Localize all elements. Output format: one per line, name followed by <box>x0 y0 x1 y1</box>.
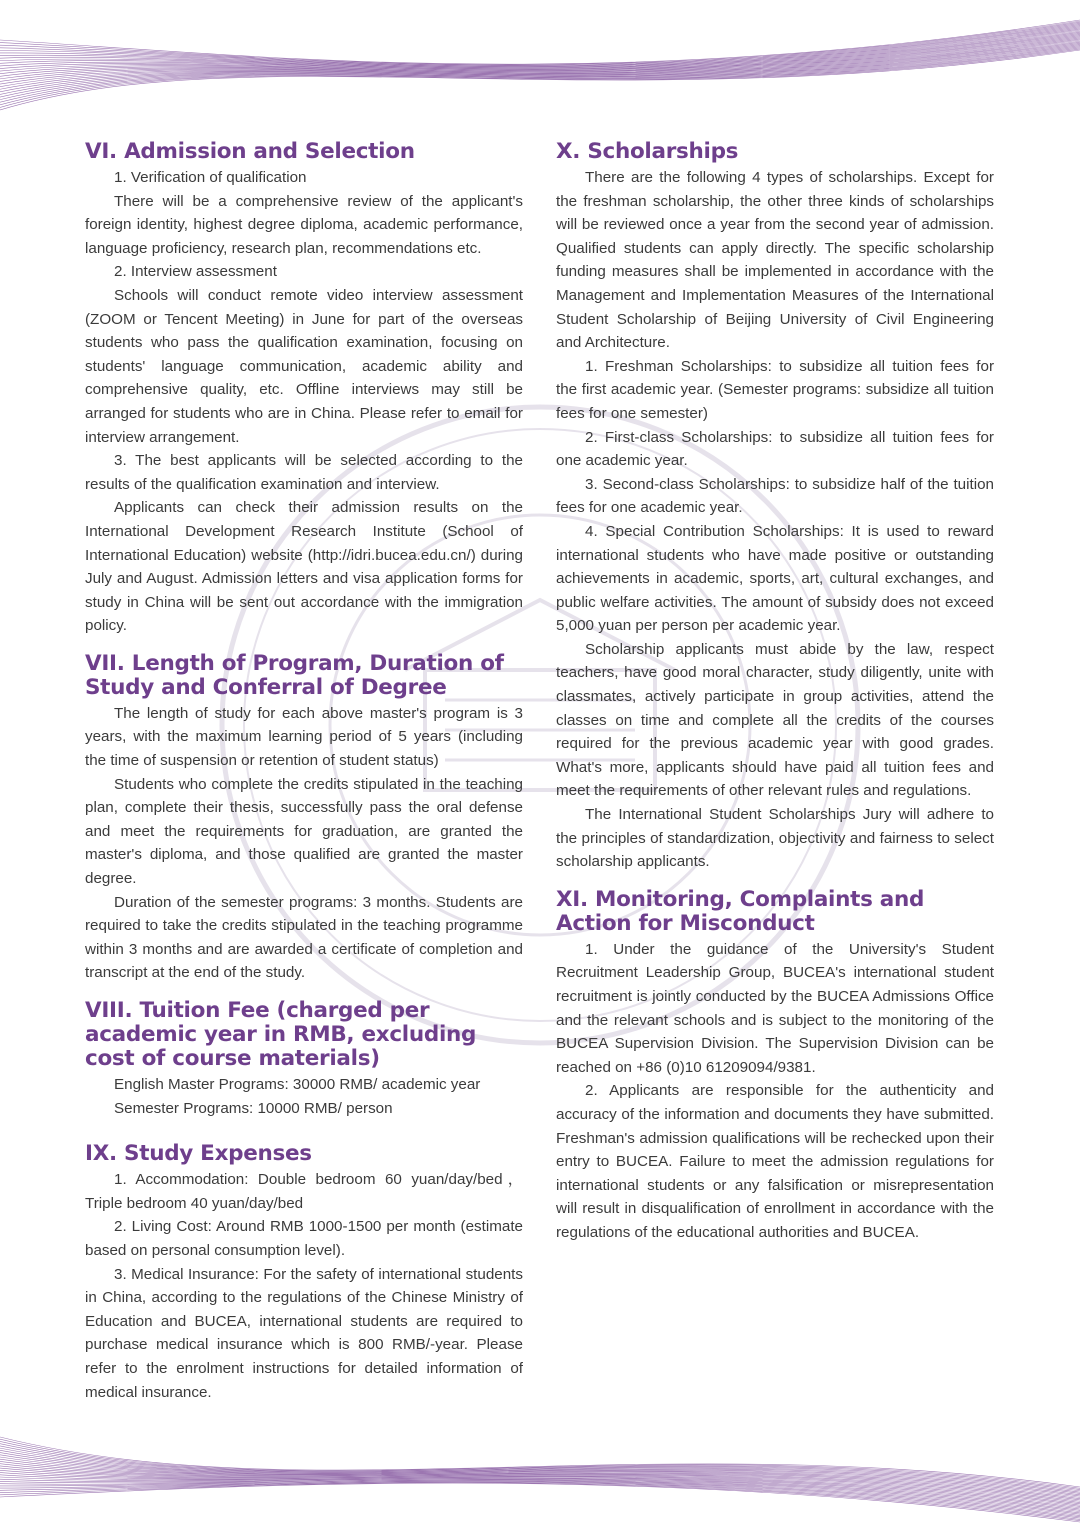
paragraph: Schools will conduct remote video interview assessment (ZOOM or Tencent Meeting) in June for part of the overseas students who pass the qualification examination, focusing on students' language communication, academic ability and comprehensive quality, etc. Offline interviews may still be arranged for students who are in China. Please refer to email for interview arrangement. <box>85 286 523 446</box>
section-admission-selection <box>85 140 523 638</box>
paragraph: The International Student Scholarships Jury will adhere to the principles of standardization, objectivity and fairness to select scholarship applicants. <box>556 806 994 871</box>
section-title: IX. Study Expenses <box>85 1141 312 1167</box>
paragraph: 2. First-class Scholarships: to subsidize all tuition fees for one academic year. <box>556 428 994 470</box>
paragraph: 2. Living Cost: Around RMB 1000-1500 per month (estimate based on personal consumption level). <box>85 1218 523 1259</box>
section-title: VII. Length of Program, Duration of Study and Conferral of Degree <box>85 650 504 700</box>
top-wave-decoration <box>0 0 1080 150</box>
paragraph: 3. Second-class Scholarships: to subsidize half of the tuition fees for one academic year. <box>556 475 994 517</box>
section-study-expenses <box>85 1142 523 1404</box>
right-column <box>556 140 994 1259</box>
section-title: X. Scholarships <box>556 139 739 164</box>
paragraph: 3. Medical Insurance: For the safety of international students in China, according to the regulations of the Chinese Ministry of Education and BUCEA, international students are required to purchase medical insurance which is 800 RMB/-year. Please refer to the enrolment instructions for detailed information of medical insurance. <box>85 1265 523 1401</box>
paragraph: There will be a comprehensive review of the applicant's foreign identity, highest degree diploma, academic performance, language proficiency, research plan, recommendations etc. <box>85 192 523 257</box>
paragraph: Duration of the semester programs: 3 months. Students are required to take the credits stipulated in the teaching programme within 3 months and are awarded a certificate of completion and transcript at the end of the study. <box>85 893 523 982</box>
left-column <box>85 140 523 1418</box>
paragraph: Scholarship applicants must abide by the law, respect teachers, have good moral character, study diligently, unite with classmates, actively participate in group activities, attend the classes on time and complete all the credits of the courses required for the previous academic year with good grades. What's more, applicants should have paid all tuition fees and meet the requirements of other relevant rules and regulations. <box>556 640 994 800</box>
bottom-wave-decoration <box>0 1417 1080 1527</box>
section-scholarships <box>556 140 994 874</box>
paragraph: 4. Special Contribution Scholarships: It is used to reward international students who have made positive or outstanding achievements in academic, sports, art, cultural exchanges, and public welfare activities. The amount of subsidy does not exceed 5,000 yuan per person per academic year. <box>556 522 994 635</box>
section-title: XI. Monitoring, Complaints and Action for Misconduct <box>556 886 925 936</box>
section-length-of-program <box>85 652 523 985</box>
paragraph: 1. Under the guidance of the University's Student Recruitment Leadership Group, BUCEA's international student recruitment is jointly conducted by the BUCEA Admissions Office and the relevant schools and is subject to the monitoring of the BUCEA Supervision Division. The Supervision Division can be reached on +86 (0)10 61209094/9381. <box>556 940 994 1076</box>
section-monitoring-complaints <box>556 888 994 1245</box>
paragraph: 3. The best applicants will be selected according to the results of the qualification examination and interview. <box>85 452 523 493</box>
paragraph: 1. Accommodation: Double bedroom 60 yuan/day/bed，Triple bedroom 40 yuan/day/bed <box>85 1171 523 1212</box>
section-title: VIII. Tuition Fee (charged per academic year in RMB, excluding cost of course materials) <box>85 998 477 1071</box>
paragraph: Semester Programs: 10000 RMB/ person <box>114 1099 393 1117</box>
paragraph: 2. Applicants are responsible for the authenticity and accuracy of the information and documents they have submitted. Freshman's admission qualifications will be rechecked upon their entry to BUCEA. Failure to meet the admission regulations for international students or any falsification or misrepresentation will result in disqualification of enrollment in accordance with the regulations of the educational authorities and BUCEA. <box>556 1082 994 1241</box>
section-title: VI. Admission and Selection <box>85 139 415 164</box>
paragraph: 1. Freshman Scholarships: to subsidize all tuition fees for the first academic year. (Semester programs: subsidize all tuition fees for one semester) <box>556 357 994 422</box>
paragraph: Students who complete the credits stipulated in the teaching plan, complete their thesis, successfully pass the oral defense and meet the requirements for graduation, are granted the master's diploma, and those qualified are granted the master degree. <box>85 775 523 888</box>
paragraph: English Master Programs: 30000 RMB/ academic year <box>114 1076 481 1093</box>
section-tuition-fee <box>85 999 523 1120</box>
paragraph: There are the following 4 types of scholarships. Except for the freshman scholarship, the other three kinds of scholarships will be reviewed once a year from the second year of admission. Qualified students can apply directly. The specific scholarship funding measures shall be implemented in accordance with the Management and Implementation Measures of the International Student Scholarship of Beijing University of Civil Engineering and Architecture. <box>556 169 994 352</box>
paragraph: 2. Interview assessment <box>114 263 277 281</box>
paragraph: The length of study for each above master's program is 3 years, with the maximum learning period of 5 years (including the time of suspension or retention of student status) <box>85 704 523 770</box>
paragraph: Applicants can check their admission results on the International Development Research Institute (School of International Education) website (http://idri.bucea.edu.cn/) during July and August. Admission letters and visa application forms for study in China will be sent out accordance with the immigration policy. <box>85 499 523 635</box>
paragraph: 1. Verification of qualification <box>114 169 307 186</box>
